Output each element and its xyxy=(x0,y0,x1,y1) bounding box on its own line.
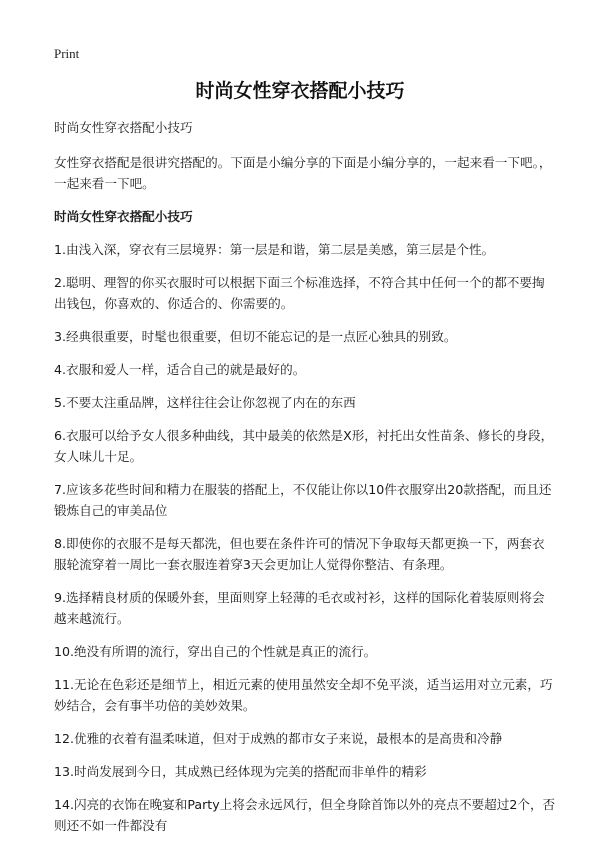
article-body xyxy=(54,117,556,848)
tip-item: 13.时尚发展到今日，其成熟已经体现为完美的搭配而非单件的精彩 xyxy=(54,764,427,779)
tip-item: 1.由浅入深，穿衣有三层境界：第一层是和谐，第二层是美感，第三层是个性。 xyxy=(54,242,495,257)
article-subtitle: 时尚女性穿衣搭配小技巧 xyxy=(54,120,193,135)
tip-item: 8.即使你的衣服不是每天都洗，但也要在条件许可的情况下争取每天都更换一下，两套衣服轮流穿着一周比一套衣服连着穿3天会更加让人觉得你整洁、有条理。 xyxy=(54,536,545,572)
section-heading: 时尚女性穿衣搭配小技巧 xyxy=(54,209,193,224)
tip-item: 9.选择精良材质的保暖外套，里面则穿上轻薄的毛衣或衬衫，这样的国际化着装原则将会越来越流行。 xyxy=(54,590,545,626)
tip-item: 11.无论在色彩还是细节上，相近元素的使用虽然安全却不免平淡，适当运用对立元素，巧妙结合，会有事半功倍的美妙效果。 xyxy=(54,677,553,713)
tip-item: 14.闪亮的衣饰在晚宴和Party上将会永远风行，但全身除首饰以外的亮点不要超过2个，否则还不如一件都没有 xyxy=(54,797,556,833)
tip-item: 10.绝没有所谓的流行，穿出自己的个性就是真正的流行。 xyxy=(54,644,377,659)
tip-item: 6.衣服可以给予女人很多种曲线，其中最美的依然是X形，衬托出女性苗条、修长的身段，女人味儿十足。 xyxy=(54,428,554,464)
tip-item: 2.聪明、理智的你买衣服时可以根据下面三个标准选择，不符合其中任何一个的都不要掏出钱包，你喜欢的、你适合的、你需要的。 xyxy=(54,275,545,311)
tip-item: 4.衣服和爱人一样，适合自己的就是最好的。 xyxy=(54,362,306,377)
tip-item: 5.不要太注重品牌，这样往往会让你忽视了内在的东西 xyxy=(54,395,356,410)
page-title: 时尚女性穿衣搭配小技巧 xyxy=(195,80,405,102)
article-intro: 女性穿衣搭配是很讲究搭配的。下面是小编分享的下面是小编分享的，一起来看一下吧。，一起来看一下吧。 xyxy=(54,155,552,191)
print-link[interactable]: Print xyxy=(54,46,80,61)
tip-item: 7.应该多花些时间和精力在服装的搭配上，不仅能让你以10件衣服穿出20款搭配，而且还锻炼自己的审美品位 xyxy=(54,482,552,518)
tip-item: 3.经典很重要，时髦也很重要，但切不能忘记的是一点匠心独具的别致。 xyxy=(54,329,457,344)
tip-item: 12.优雅的衣着有温柔味道，但对于成熟的都市女子来说，最根本的是高贵和冷静 xyxy=(54,731,503,746)
